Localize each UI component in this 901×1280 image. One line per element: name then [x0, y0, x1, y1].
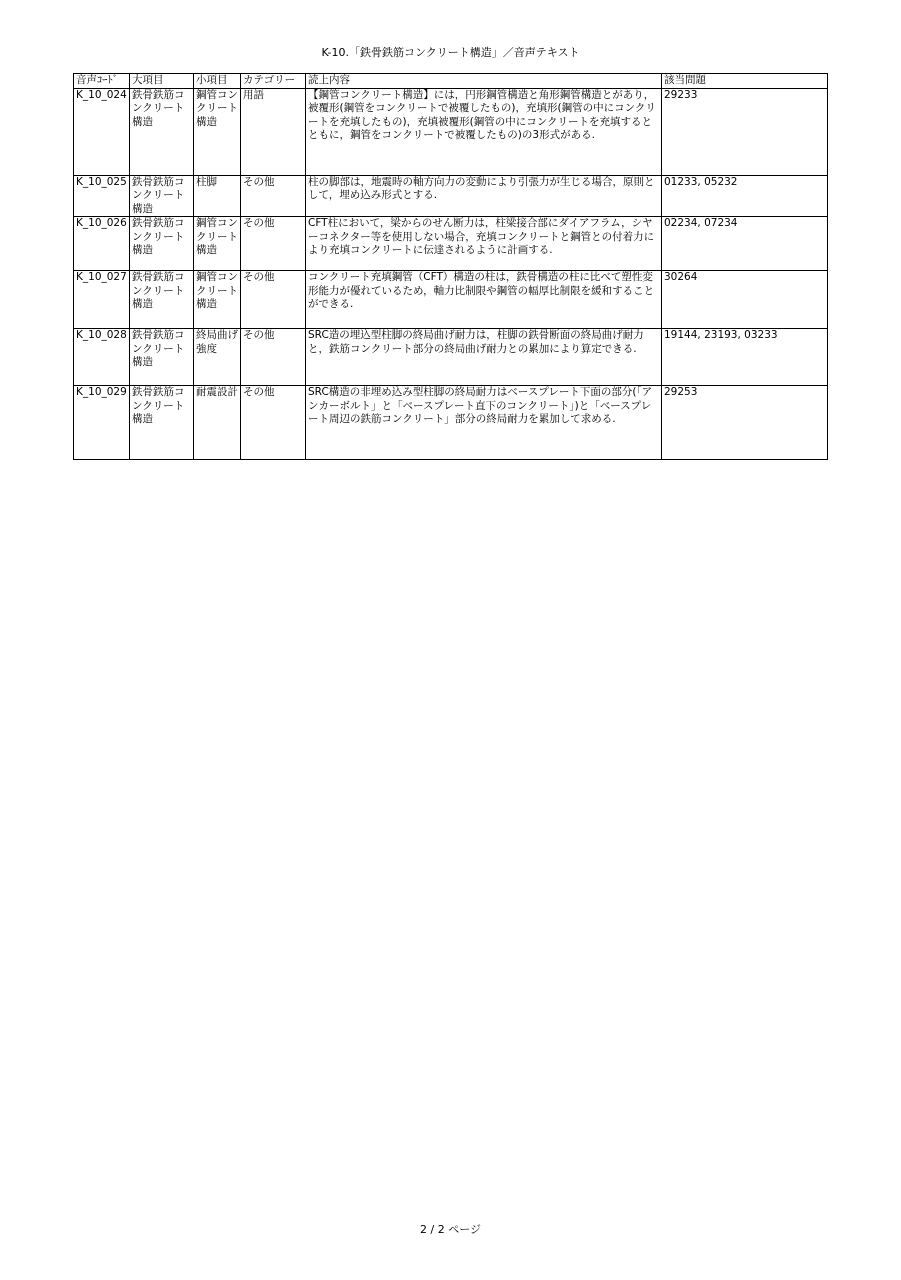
cell-minor-item: 鋼管コンクリート構造 [194, 271, 241, 329]
header-major-item: 大項目 [130, 74, 194, 89]
cell-reading-content: SRC構造の非埋め込み型柱脚の終局耐力はベースプレート下面の部分(「アンカーボルト」と「ベースプレート直下のコンクリート」)と「ベースプレート周辺の鉄筋コンクリート」部分の終局耐力を累加して求める. [306, 386, 662, 460]
cell-major-item: 鉄骨鉄筋コンクリート構造 [130, 329, 194, 386]
header-voice-code: 音声ｺｰﾄﾞ [74, 74, 130, 89]
cell-minor-item: 鋼管コンクリート構造 [194, 217, 241, 271]
cell-voice-code: K_10_026 [74, 217, 130, 271]
cell-major-item: 鉄骨鉄筋コンクリート構造 [130, 271, 194, 329]
cell-voice-code: K_10_027 [74, 271, 130, 329]
cell-related-problems: 29253 [662, 386, 828, 460]
cell-voice-code: K_10_025 [74, 175, 130, 217]
cell-category: その他 [241, 271, 306, 329]
table-row [74, 329, 828, 386]
cell-major-item: 鉄骨鉄筋コンクリート構造 [130, 386, 194, 460]
cell-category: 用語 [241, 88, 306, 175]
cell-minor-item: 終局曲げ強度 [194, 329, 241, 386]
cell-category: その他 [241, 386, 306, 460]
cell-minor-item: 耐震設計 [194, 386, 241, 460]
voice-text-table [73, 73, 828, 460]
header-reading-content: 読上内容 [306, 74, 662, 89]
cell-related-problems: 29233 [662, 88, 828, 175]
header-minor-item: 小項目 [194, 74, 241, 89]
table-row [74, 271, 828, 329]
page-indicator: 2 / 2 ページ [420, 1223, 481, 1236]
cell-major-item: 鉄骨鉄筋コンクリート構造 [130, 217, 194, 271]
cell-related-problems: 02234, 07234 [662, 217, 828, 271]
cell-reading-content: SRC造の埋込型柱脚の終局曲げ耐力は，柱脚の鉄骨断面の終局曲げ耐力と，鉄筋コンクリート部分の終局曲げ耐力との累加により算定できる. [306, 329, 662, 386]
cell-major-item: 鉄骨鉄筋コンクリート構造 [130, 175, 194, 217]
cell-voice-code: K_10_024 [74, 88, 130, 175]
cell-reading-content: コンクリート充填鋼管（CFT）構造の柱は，鉄骨構造の柱に比べて塑性変形能力が優れているため，軸力比制限や鋼管の幅厚比制限を緩和することができる. [306, 271, 662, 329]
cell-related-problems: 30264 [662, 271, 828, 329]
cell-voice-code: K_10_029 [74, 386, 130, 460]
cell-category: その他 [241, 217, 306, 271]
cell-voice-code: K_10_028 [74, 329, 130, 386]
table-row [74, 217, 828, 271]
cell-related-problems: 19144, 23193, 03233 [662, 329, 828, 386]
cell-category: その他 [241, 329, 306, 386]
table-header-row [74, 74, 828, 89]
cell-minor-item: 柱脚 [194, 175, 241, 217]
cell-major-item: 鉄骨鉄筋コンクリート構造 [130, 88, 194, 175]
cell-reading-content: CFT柱において，梁からのせん断力は，柱梁接合部にダイアフラム，シヤーコネクター等を使用しない場合，充填コンクリートと鋼管との付着力により充填コンクリートに伝達されるように計画する. [306, 217, 662, 271]
document-title: K-10.「鉄骨鉄筋コンクリート構造」／音声テキスト [321, 46, 580, 59]
table-row [74, 175, 828, 217]
table-row [74, 88, 828, 175]
cell-reading-content: 柱の脚部は，地震時の軸方向力の変動により引張力が生じる場合，原則として，埋め込み形式とする. [306, 175, 662, 217]
header-category: カテゴリー [241, 74, 306, 89]
cell-minor-item: 鋼管コンクリート構造 [194, 88, 241, 175]
cell-category: その他 [241, 175, 306, 217]
cell-reading-content: 【鋼管コンクリート構造】には，円形鋼管構造と角形鋼管構造とがあり，被覆形(鋼管をコンクリートで被覆したもの)，充填形(鋼管の中にコンクリートを充填したもの)，充填被覆形(鋼管の中にコンクリートを充填するとともに，鋼管をコンクリートで被覆したもの)の3形式がある. [306, 88, 662, 175]
table-row [74, 386, 828, 460]
cell-related-problems: 01233, 05232 [662, 175, 828, 217]
header-related-problems: 該当問題 [662, 74, 828, 89]
